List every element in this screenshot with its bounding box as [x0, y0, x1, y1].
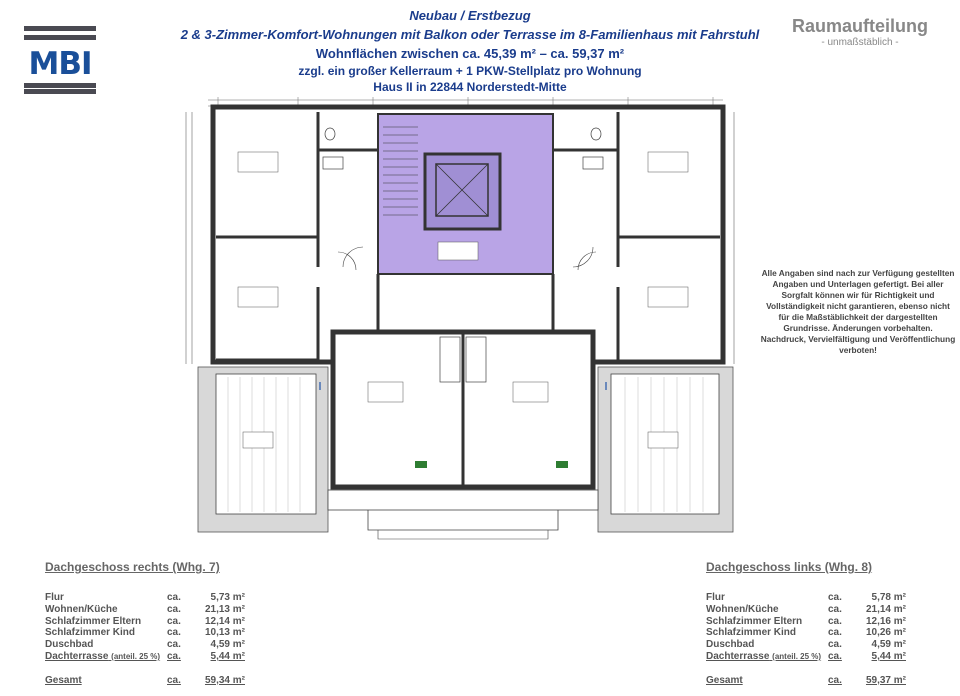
raumaufteilung-title: Raumaufteilung: [791, 16, 928, 36]
total-row: [45, 675, 245, 687]
balcony-step: [368, 510, 558, 530]
area-ca: ca.: [828, 603, 842, 615]
area-row: [45, 639, 245, 651]
total-value: 59,34 m²: [204, 674, 245, 686]
floor-plan: [178, 92, 748, 544]
area-row: [45, 604, 245, 616]
balcony-bottom: [328, 490, 598, 510]
area-row: [706, 616, 906, 628]
logo-bar: [24, 35, 96, 40]
area-ca: ca.: [828, 627, 842, 639]
area-name: Flur: [706, 592, 725, 603]
area-name: Schlafzimmer Eltern: [45, 615, 142, 627]
logo-text: MBI: [28, 46, 92, 82]
total-row: [706, 675, 906, 687]
area-ca: ca.: [167, 592, 181, 603]
area-name: Duschbad: [45, 639, 94, 651]
area-name: Schlafzimmer Eltern: [706, 615, 803, 627]
area-row: [706, 604, 906, 616]
area-name: Wohnen/Küche: [45, 603, 118, 615]
header-line-3: Wohnflächen zwischen ca. 45,39 m² – ca. 59,37 m²: [315, 46, 625, 61]
unit-8-title: Dachgeschoss links (Whg. 8): [706, 560, 873, 574]
header-line-5: Haus II in 22844 Norderstedt-Mitte: [373, 80, 567, 94]
area-value: 12,16 m²: [865, 615, 906, 627]
area-name: Wohnen/Küche: [706, 603, 779, 615]
terrace-name: Dachterrasse: [45, 650, 109, 662]
area-value: 21,13 m²: [204, 603, 245, 615]
area-row: [45, 592, 245, 604]
area-value: 5,73 m²: [210, 592, 245, 603]
header-line-2: 2 & 3-Zimmer-Komfort-Wohnungen mit Balkon oder Terrasse im 8-Familienhaus mit Fahrstuhl: [180, 27, 760, 42]
raumaufteilung: [780, 16, 940, 48]
terrace-row: [706, 651, 906, 663]
area-row: [706, 639, 906, 651]
area-value: 10,13 m²: [204, 627, 245, 639]
terrace-note: (anteil. 25 %): [772, 651, 822, 661]
area-value: 5,44 m²: [210, 650, 245, 662]
area-value: 12,14 m²: [204, 615, 245, 627]
area-ca: ca.: [828, 639, 842, 651]
area-ca: ca.: [167, 650, 181, 662]
total-value: 59,37 m²: [865, 674, 906, 686]
total-ca: ca.: [167, 674, 181, 686]
area-name: [45, 651, 167, 663]
area-ca: ca.: [167, 627, 181, 639]
area-ca: ca.: [828, 592, 842, 603]
logo-bar: [24, 83, 96, 88]
total-name: Gesamt: [706, 674, 743, 686]
area-ca: ca.: [167, 639, 181, 651]
terrace-note: (anteil. 25 %): [111, 651, 161, 661]
area-ca: ca.: [167, 615, 181, 627]
unit-8-areas: [706, 560, 906, 687]
area-value: 4,59 m²: [871, 639, 906, 651]
area-value: 10,26 m²: [865, 627, 906, 639]
logo-bar: [24, 89, 96, 94]
area-row: [706, 592, 906, 604]
area-ca: ca.: [828, 650, 842, 662]
area-name: Duschbad: [706, 639, 755, 651]
area-name: [706, 651, 828, 663]
area-row: [706, 627, 906, 639]
unit-7-areas: [45, 560, 245, 687]
area-row: [45, 627, 245, 639]
raumaufteilung-subtitle: - unmaßstäblich -: [821, 37, 899, 48]
header-line-4: zzgl. ein großer Kellerraum + 1 PKW-Stellplatz pro Wohnung: [298, 64, 642, 78]
terrace-name: Dachterrasse: [706, 650, 770, 662]
area-value: 4,59 m²: [210, 639, 245, 651]
header-line-1: Neubau / Erstbezug: [409, 8, 531, 23]
disclaimer-text: Alle Angaben sind nach zur Verfügung gestellten Angaben und Unterlagen gefertigt. Bei aller Sorgfalt können wir für Richtigkeit und Vollständigkeit nicht garantieren, ebenso nicht für die Maßstäblichkeit der dargestellten Grundrisse. Änderungen vorbehalten. Nachdruck, Vervielfältigung und Veröffentlichung verboten!: [760, 268, 956, 355]
area-ca: ca.: [828, 615, 842, 627]
area-row: [45, 616, 245, 628]
area-value: 5,44 m²: [871, 650, 906, 662]
area-value: 5,78 m²: [871, 592, 906, 603]
area-ca: ca.: [167, 603, 181, 615]
total-name: Gesamt: [45, 674, 82, 686]
area-name: Flur: [45, 592, 64, 603]
area-name: Schlafzimmer Kind: [706, 627, 797, 639]
area-value: 21,14 m²: [865, 603, 906, 615]
mbi-logo: [24, 26, 96, 92]
logo-bar: [24, 26, 96, 31]
terrace-row: [45, 651, 245, 663]
balcony-edge: [378, 530, 548, 539]
area-name: Schlafzimmer Kind: [45, 627, 136, 639]
unit-7-title: Dachgeschoss rechts (Whg. 7): [45, 560, 220, 574]
total-ca: ca.: [828, 674, 842, 686]
header: [140, 6, 800, 95]
